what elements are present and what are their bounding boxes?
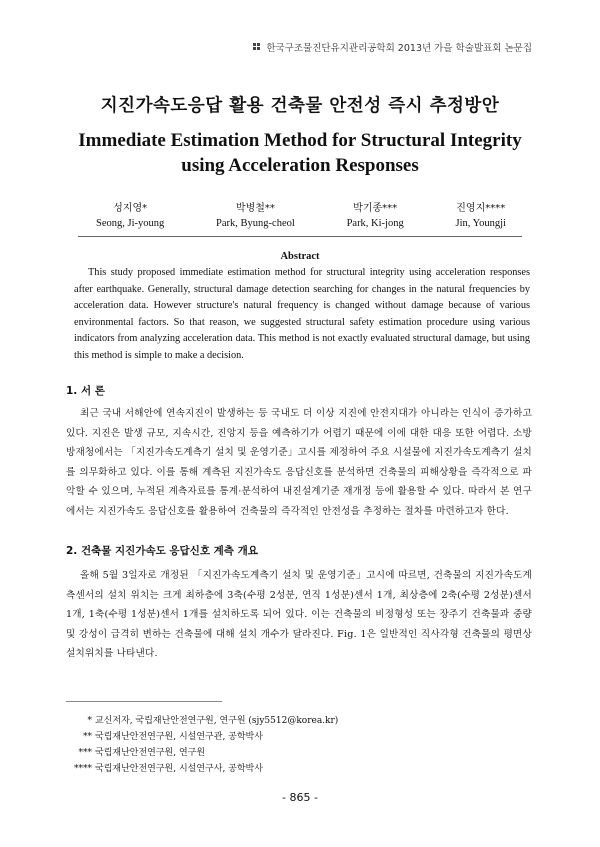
footnote [66, 761, 338, 777]
section-heading-measurement-overview: 2. 건축물 지진가속도 응답신호 계측 개요 [66, 545, 258, 557]
author [96, 201, 164, 231]
paper-title-english-line-2: using Acceleration Responses [181, 155, 419, 176]
author-name-english: Seong, Ji-young [96, 218, 165, 229]
author-name-korean: 박병철** [235, 203, 275, 214]
footnote-mark: ** [83, 732, 92, 742]
author [216, 201, 295, 231]
author [347, 201, 404, 231]
page-number: - 865 - [282, 791, 318, 804]
author [456, 201, 506, 231]
section-heading-introduction: 1. 서 론 [66, 385, 105, 397]
book-stack-icon [253, 43, 262, 52]
paper-title-english-line-1: Immediate Estimation Method for Structural Integrity [78, 130, 522, 151]
author-name-korean: 박기종*** [353, 203, 398, 214]
author-name-english: Jin, Youngji [455, 218, 506, 229]
running-header [253, 40, 532, 54]
footnotes [66, 713, 338, 777]
footnote [66, 713, 338, 729]
footnote [66, 729, 338, 745]
title-divider [78, 236, 522, 237]
footnote-text: 국립재난안전연구원, 시설연구관, 공학박사 [95, 732, 263, 742]
footnote-text: 국립재난안전연구원, 연구원 [95, 748, 206, 758]
author-name-korean: 성지영* [113, 203, 148, 214]
author-name-english: Park, Byung-cheol [216, 218, 295, 229]
footnote-divider [66, 701, 222, 702]
author-name-english: Park, Ki-jong [346, 218, 404, 229]
paper-title-english [0, 128, 600, 178]
running-title: 한국구조물진단유지관리공학회 2013년 가을 학술발표회 논문집 [266, 43, 532, 54]
footnote-text: 교신저자, 국립재난안전연구원, 연구원 (sjy5512@korea.kr) [95, 716, 339, 726]
footnote-mark: *** [78, 748, 92, 758]
footnote-mark: **** [74, 764, 92, 774]
section-text-introduction: 최근 국내 서해안에 연속지진이 발생하는 등 국내도 더 이상 지진에 안전지대가 아니라는 인식이 증가하고 있다. 지진은 발생 규모, 지속시간, 진앙지 등을 예측하기가 어렵기 때문에 이에 대한 대응 또한 어렵다. 소방방재청에서는 「지진가속도계측기 설치 및 운영기준」고시를 제정하여 주요 시설물에 지진가속도계측기 설치를 의무화하고 있다. 이를 통해 계측된 지진가속도 응답신호를 분석하면 건축물의 피해상황을 즉각적으로 파악할 수 있으며, 누적된 계측자료를 통계·분석하여 내진설계기준 재개정 등에 활용할 수 있다. 따라서 본 연구에서는 지진가속도 응답신호를 활용하여 건축물의 즉각적인 안전성을 추정하는 절차를 마련하고자 한다. [66, 408, 532, 517]
section-text-measurement-overview: 올해 5월 3일자로 개정된 「지진가속도계측기 설치 및 운영기준」고시에 따르면, 건축물의 지진가속도계측센서의 설치 위치는 크게 최하층에 3축(수평 2성분, 연직 1성분)센서 1개, 최상층에 2축(수평 2성분)센서 1개, 1축(수평 1성분)센서 1개를 설치하도록 되어 있다. 이는 건축물의 비정형성 또는 장주기 건축물과 중량 및 강성이 급격히 변하는 건축물에 대해 설치 개수가 달라진다. Fig. 1은 일반적인 직사각형 건축물의 평면상 설치위치를 나타낸다. [66, 570, 532, 659]
author-list [96, 201, 506, 231]
abstract-heading: Abstract [280, 251, 320, 262]
footnote-mark: * [87, 716, 92, 726]
footnote [66, 745, 338, 761]
paper-title-korean: 지진가속도응답 활용 건축물 안전성 즉시 추정방안 [100, 96, 500, 116]
author-name-korean: 진영지**** [456, 203, 506, 214]
abstract-text: This study proposed immediate estimation method for structural integrity using acceleration responses after earthquake. Generally, structural damage detection searching for changes in the natural frequencies by acceleration data. However structure's natural frequency is changed without damage because of various environmental factors. So that reason, we suggested structural safety estimation procedure using various indicators from analyzing acceleration data. This method is not exactly evaluated structural damage, but using this method is simple to make a decision. [74, 267, 530, 361]
footnote-text: 국립재난안전연구원, 시설연구사, 공학박사 [95, 764, 263, 774]
